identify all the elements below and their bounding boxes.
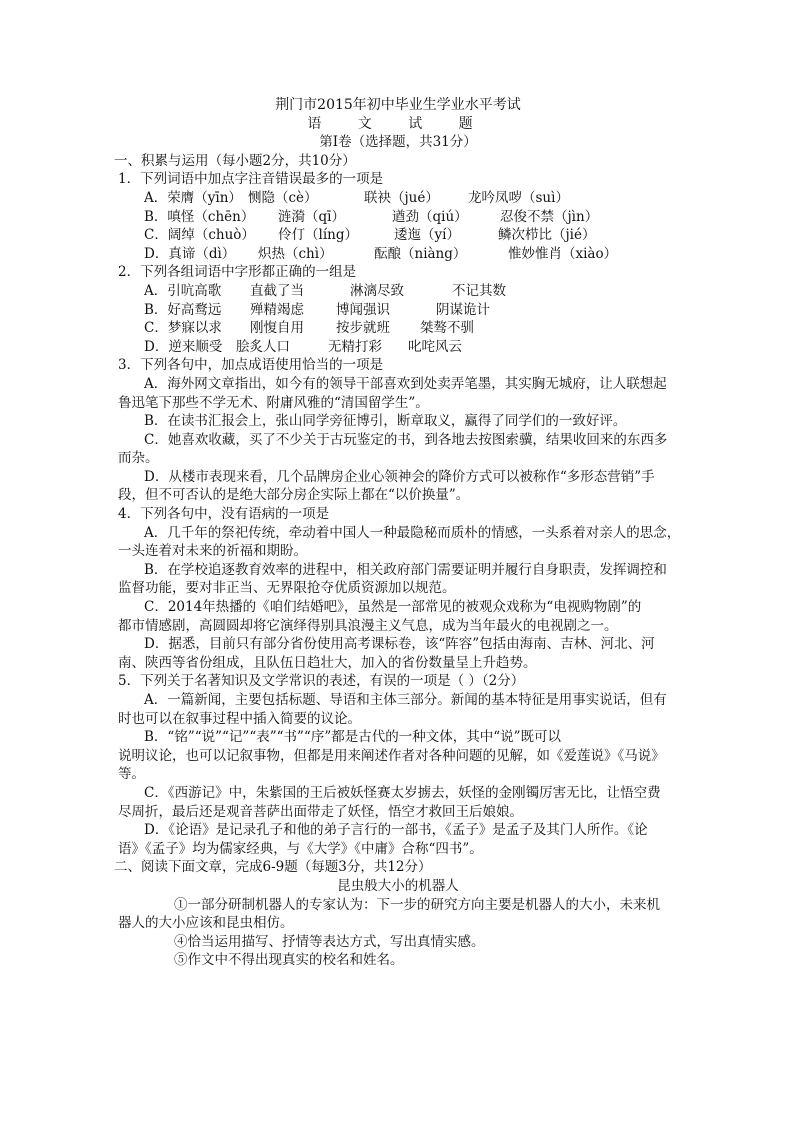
option-word: A．引吭高歌 (144, 282, 222, 299)
question-5-option-b-cont: 说明议论，也可以记叙事物，但都是用来阐述作者对各种问题的见解，如《爱莲说》《马说》 (118, 747, 665, 764)
question-2-option-b (144, 301, 678, 320)
part-heading: 第Ⅰ卷（选择题，共31分） (319, 134, 477, 151)
essay-requirement-5: ⑤作文中不得出现真实的校名和姓名。 (174, 952, 404, 969)
option-word: 忍俊不禁（jìn） (500, 208, 599, 225)
question-1-option-a (144, 189, 678, 208)
option-word: 龙吟凤哕（suì） (468, 189, 569, 206)
page-content (114, 96, 681, 970)
option-word: 刚愎自用 (250, 320, 304, 337)
option-word: 鳞次栉比（jié） (498, 227, 596, 244)
question-3-option-a-cont: 鲁迅笔下那些不学无术、附庸风雅的“清国留学生”。 (118, 394, 429, 411)
option-word: 联袂（jué） (364, 189, 439, 206)
option-word: 炽热（chì） (258, 245, 333, 262)
question-5-option-c: C．《西游记》中，朱紫国的王后被妖怪赛太岁掳去，妖怪的金刚镯厉害无比，让悟空费 (144, 784, 661, 801)
option-word: 逶迤（yí） (394, 227, 460, 244)
question-4-option-d: D．据悉，目前只有部分省份使用高考课标卷，该“阵容”包括由海南、吉林、河北、河 (144, 636, 655, 653)
question-3-stem: 3．下列各句中，加点成语使用恰当的一项是 (118, 357, 384, 374)
question-4-option-c-cont: 都市情感剧，高圆圆却将它演绎得别具浪漫主义气息，成为当年最火的电视剧之一。 (118, 617, 618, 634)
option-word: 酝酿（niàng） (374, 245, 467, 262)
question-5-option-a: A．一篇新闻，主要包括标题、导语和主体三部分。新闻的基本特征是用事实说话，但有 (144, 692, 667, 708)
option-word: C．梦寐以求 (144, 320, 222, 337)
option-word: 脍炙人口 (236, 338, 290, 355)
section-1-heading: 一、积累与运用（每小题2分，共10分） (114, 152, 356, 169)
question-2-option-d (144, 338, 678, 357)
question-1-option-d (144, 245, 678, 264)
question-4-option-c: C．2014年热播的《咱们结婚吧》，虽然是一部常见的被观众戏称为“电视购物剧”的 (144, 599, 642, 616)
option-word: 涟漪（qī） (278, 208, 345, 225)
option-word: 惟妙惟肖（xiào） (508, 245, 618, 262)
article-title: 昆虫般大小的机器人 (337, 877, 459, 894)
question-3-option-b: B．在读书汇报会上，张山同学旁征博引，断章取义，赢得了同学们的一致好评。 (144, 413, 627, 430)
exam-title: 荆门市2015年初中毕业生学业水平考试 (275, 97, 521, 113)
option-word: B．嗔怪（chēn） (144, 208, 255, 225)
question-5-option-b: B．“铭”“说”“记”“表”“书”“序”都是古代的一种文体，其中“说”既可以 (144, 729, 562, 746)
question-5-option-d-cont: 语》《孟子》均为儒家经典，与《大学》《中庸》合称“四书”。 (118, 840, 483, 857)
article-paragraph-1: ①一部分研制机器人的专家认为：下一步的研究方向主要是机器人的大小，未来机 (174, 896, 660, 913)
question-4-option-b: B．在学校追逐教育效率的进程中，相关政府部门需要证明并履行自身职责，发挥调控和 (144, 561, 667, 578)
question-2-stem: 2．下列各组词语中字形都正确的一组是 (118, 264, 357, 281)
question-3-option-c: C．她喜欢收藏，买了不少关于古玩鉴定的书，到各地去按图索骥，结果收回来的东西多 (144, 431, 668, 448)
option-word: 按步就班 (336, 320, 390, 337)
question-4-stem: 4．下列各句中，没有语病的一项是 (118, 506, 330, 523)
question-2-option-c (144, 319, 678, 338)
question-4-option-b-cont: 监督功能，要对非正当、无界限抢夺优质资源加以规范。 (118, 580, 456, 597)
option-word: C．阔绰（chuò） (144, 227, 255, 244)
option-word: 淋漓尽致 (350, 282, 404, 299)
option-word: 叱咤风云 (408, 338, 462, 355)
question-2-option-a (144, 282, 678, 301)
option-word: 殚精竭虑 (250, 301, 304, 318)
option-word: 阴谋诡计 (436, 301, 490, 318)
question-5-stem: 5．下列关于名著知识及文学常识的表述，有误的一项是（ ）（2分） (118, 673, 525, 690)
option-word: D．逆来顺受 (144, 338, 223, 355)
question-1-option-c (144, 226, 678, 245)
question-4-option-d-cont: 南、陕西等省份组成，且队伍日趋壮大，加入的省份数量呈上升趋势。 (118, 654, 537, 671)
option-word: D．真谛（dì） (144, 245, 236, 262)
question-5-option-b-cont2: 等。 (118, 766, 145, 783)
question-5-option-a-cont: 时也可以在叙事过程中插入简要的议论。 (118, 710, 361, 727)
question-3-option-d: D．从楼市表现来看，几个品牌房企业心领神会的降价方式可以被称作“多形态营销”手 (144, 468, 655, 485)
question-1-stem: 1．下列词语中加点字注音错误最多的一项是 (118, 171, 384, 188)
essay-requirement-4: ④恰当运用描写、抒情等表达方式，写出真情实感。 (174, 933, 485, 950)
article-paragraph-1-cont: 器人的大小应该和昆虫相仿。 (118, 915, 294, 932)
question-5-option-d: D．《论语》是记录孔子和他的弟子言行的一部书，《孟子》是孟子及其门人所作。《论 (144, 822, 648, 839)
question-3-option-a: A．海外网文章指出，如今有的领导干部喜欢到处卖弄笔墨，其实胸无城府，让人联想起 (144, 375, 667, 392)
exam-subject: 语 文 试 题 (307, 115, 489, 132)
option-word: 遒劲（qiú） (392, 208, 468, 225)
question-3-option-c-cont: 而杂。 (118, 450, 159, 467)
option-word: 伶仃（líng） (278, 227, 358, 244)
question-4-option-a: A．几千年的祭祀传统，牵动着中国人一种最隐秘而质朴的情感，一头系着对亲人的思念， (144, 524, 681, 541)
option-word: B．好高鹜远 (144, 301, 222, 318)
question-1-option-b (144, 208, 678, 227)
option-word: 博闻强识 (336, 301, 390, 318)
section-2-heading: 二、阅读下面文章，完成6-9题（每题3分，共12分） (114, 859, 432, 876)
question-3-option-d-cont: 段，但不可否认的是绝大部分房企实际上都在“以价换量”。 (118, 487, 470, 504)
option-word: 直截了当 (250, 282, 304, 299)
option-word: A．荣膺（yīn） (144, 189, 242, 206)
question-5-option-c-cont: 尽周折，最后还是观音菩萨出面带走了妖怪，悟空才救回王后娘娘。 (118, 803, 523, 820)
option-word: 桀骜不驯 (420, 320, 474, 337)
option-word: 不记其数 (452, 282, 506, 299)
option-word: 恻隐（cè） (248, 189, 318, 206)
option-word: 无精打彩 (328, 338, 382, 355)
question-4-option-a-cont: 一头连着对未来的祈福和期盼。 (118, 543, 307, 560)
